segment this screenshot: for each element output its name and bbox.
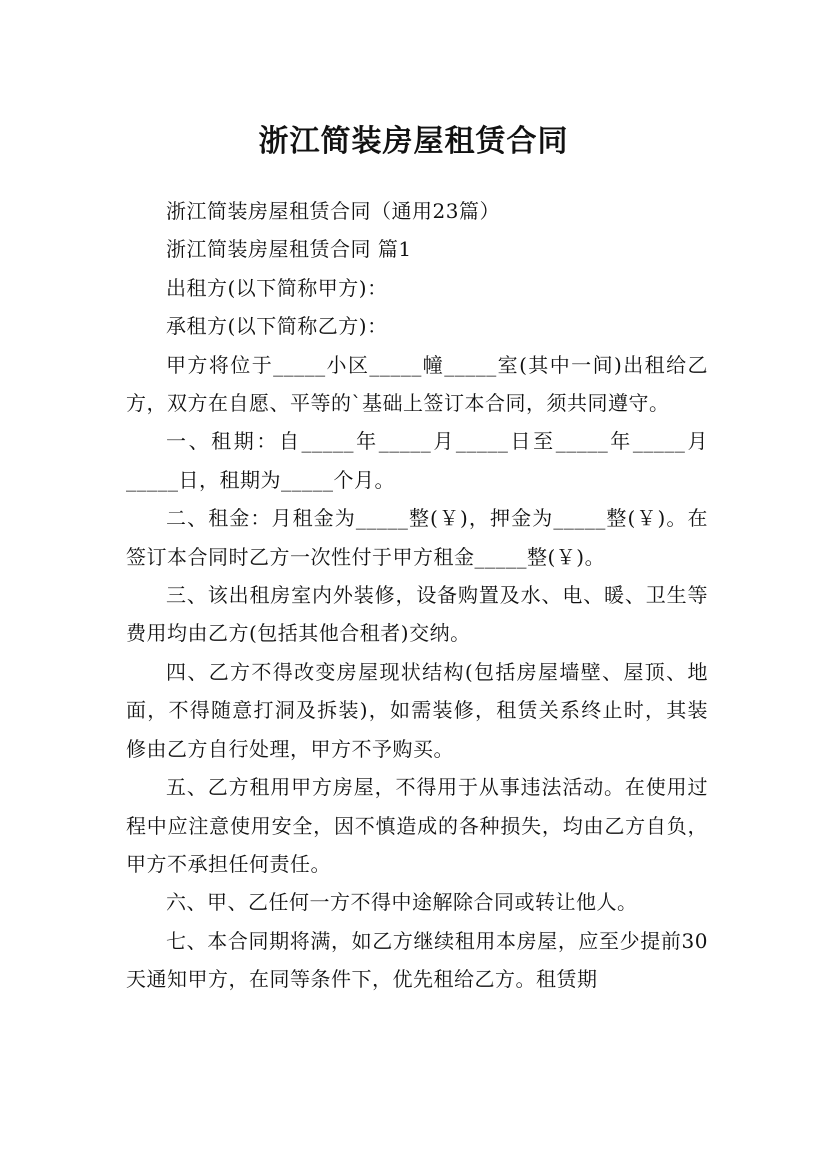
paragraph-section-heading: 浙江简装房屋租赁合同 篇1	[166, 237, 412, 262]
paragraph-clause-termination: 六、甲、乙任何一方不得中途解除合同或转让他人。	[166, 890, 638, 915]
paragraph-lessee: 承租方(以下简称乙方)：	[166, 314, 388, 339]
paragraph-clause-term: 一、租期：自_____年_____月_____日至_____年_____月_____日，租期为_____个月。	[126, 429, 708, 492]
paragraph-premises: 甲方将位于_____小区_____幢_____室(其中一间)出租给乙方，双方在自愿、平等的`基础上签订本合同，须共同遵守。	[126, 352, 708, 416]
paragraph-clause-renewal: 七、本合同期将满，如乙方继续租用本房屋，应至少提前30天通知甲方，在同等条件下，优先租给乙方。租赁期	[126, 928, 708, 992]
paragraph-lessor: 出租方(以下简称甲方)：	[166, 275, 388, 300]
document-title: 浙江简装房屋租赁合同	[258, 124, 569, 160]
paragraph-clause-usage: 五、乙方租用甲方房屋，不得用于从事违法活动。在使用过程中应注意使用安全，因不慎造成的各种损失，均由乙方自负，甲方不承担任何责任。	[126, 775, 708, 876]
document-body	[126, 192, 708, 999]
paragraph-clause-rent: 二、租金：月租金为_____整(￥)，押金为_____整(￥)。在签订本合同时乙方一次性付于甲方租金_____整(￥)。	[126, 506, 708, 569]
paragraph-clause-fees: 三、该出租房室内外装修，设备购置及水、电、暖、卫生等费用均由乙方(包括其他合租者)交纳。	[126, 583, 708, 646]
paragraph-subtitle: 浙江简装房屋租赁合同（通用23篇）	[166, 199, 500, 223]
paragraph-clause-structure: 四、乙方不得改变房屋现状结构(包括房屋墙壁、屋顶、地面，不得随意打洞及拆装)，如需装修，租赁关系终止时，其装修由乙方自行处理，甲方不予购买。	[126, 659, 708, 761]
